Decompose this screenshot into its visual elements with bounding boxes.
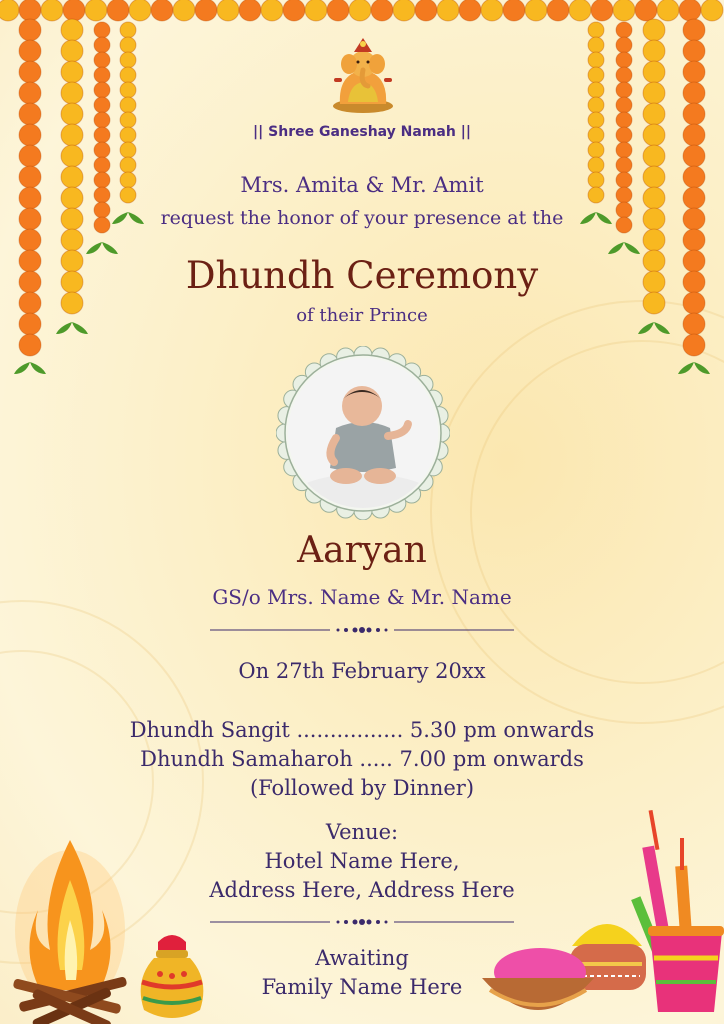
- leaf-decoration: [608, 242, 640, 254]
- marigold-flower: [616, 37, 632, 53]
- marigold-flower: [481, 0, 503, 21]
- marigold-flower: [61, 61, 83, 83]
- leaf-decoration: [86, 242, 118, 254]
- ornamental-divider: [210, 624, 514, 636]
- marigold-flower: [261, 0, 283, 21]
- ceremony-subtitle: of their Prince: [296, 305, 428, 326]
- marigold-flower: [94, 52, 110, 68]
- marigold-flower: [683, 103, 705, 125]
- holi-color-bowls-icon: [482, 806, 724, 1024]
- marigold-flower: [588, 157, 604, 173]
- marigold-flower: [683, 145, 705, 167]
- marigold-flower: [61, 82, 83, 104]
- venue-name: Hotel Name Here,: [264, 849, 460, 873]
- awaiting-label: Awaiting: [315, 946, 409, 970]
- ceremony-title: Dhundh Ceremony: [185, 254, 539, 297]
- marigold-flower: [643, 40, 665, 62]
- marigold-flower: [616, 22, 632, 38]
- marigold-flower: [217, 0, 239, 21]
- marigold-flower: [349, 0, 371, 21]
- baby-photo-frame: [276, 346, 450, 520]
- child-name: Aaryan: [297, 530, 427, 571]
- marigold-flower: [643, 82, 665, 104]
- marigold-flower: [120, 82, 136, 98]
- marigold-flower: [591, 0, 613, 21]
- marigold-flower: [129, 0, 151, 21]
- marigold-flower: [94, 142, 110, 158]
- marigold-flower: [616, 157, 632, 173]
- marigold-flower: [151, 0, 173, 21]
- marigold-flower: [19, 229, 41, 251]
- marigold-flower: [94, 37, 110, 53]
- marigold-flower: [683, 61, 705, 83]
- marigold-flower: [239, 0, 261, 21]
- marigold-flower: [616, 52, 632, 68]
- baby-photo: [288, 358, 438, 508]
- marigold-flower: [19, 19, 41, 41]
- marigold-flower: [61, 103, 83, 125]
- marigold-flower: [94, 157, 110, 173]
- marigold-flower: [94, 97, 110, 113]
- marigold-flower: [120, 142, 136, 158]
- marigold-flower: [61, 19, 83, 41]
- marigold-flower: [616, 67, 632, 83]
- marigold-flower: [393, 0, 415, 21]
- marigold-flower: [588, 82, 604, 98]
- marigold-flower: [63, 0, 85, 21]
- marigold-flower: [19, 0, 41, 21]
- marigold-flower: [94, 22, 110, 38]
- marigold-flower: [41, 0, 63, 21]
- bonfire-icon: [10, 820, 130, 1024]
- marigold-flower: [683, 40, 705, 62]
- dinner-note: (Followed by Dinner): [249, 776, 475, 800]
- marigold-flower: [85, 0, 107, 21]
- ganesha-icon: [330, 34, 396, 114]
- marigold-flower: [283, 0, 305, 21]
- venue-address: Address Here, Address Here: [209, 878, 515, 902]
- marigold-flower: [371, 0, 393, 21]
- marigold-flower: [616, 142, 632, 158]
- kalash-pot-icon: [134, 930, 210, 1024]
- marigold-flower: [61, 229, 83, 251]
- marigold-flower: [503, 0, 525, 21]
- marigold-flower: [459, 0, 481, 21]
- marigold-flower: [120, 157, 136, 173]
- marigold-flower: [683, 19, 705, 41]
- marigold-flower: [305, 0, 327, 21]
- marigold-flower: [643, 229, 665, 251]
- marigold-flower: [643, 61, 665, 83]
- marigold-flower: [616, 82, 632, 98]
- marigold-flower: [437, 0, 459, 21]
- request-line: request the honor of your presence at the: [160, 207, 564, 229]
- marigold-flower: [120, 52, 136, 68]
- marigold-flower: [616, 97, 632, 113]
- marigold-flower: [683, 82, 705, 104]
- marigold-flower: [19, 40, 41, 62]
- marigold-flower: [683, 229, 705, 251]
- marigold-flower: [195, 0, 217, 21]
- marigold-flower: [327, 0, 349, 21]
- family-name: Family Name Here: [261, 975, 463, 999]
- marigold-flower: [588, 52, 604, 68]
- marigold-flower: [588, 67, 604, 83]
- blessing-text: || Shree Ganeshay Namah ||: [253, 124, 471, 140]
- marigold-flower: [701, 0, 723, 21]
- marigold-flower: [679, 0, 701, 21]
- marigold-flower: [107, 0, 129, 21]
- event-date: On 27th February 20xx: [238, 659, 486, 683]
- marigold-flower: [569, 0, 591, 21]
- ornamental-divider: [210, 916, 514, 928]
- event-sangit: Dhundh Sangit ................ 5.30 pm onwards: [129, 718, 595, 742]
- marigold-flower: [61, 145, 83, 167]
- marigold-flower: [120, 37, 136, 53]
- baby-icon: [288, 358, 438, 508]
- marigold-flower: [547, 0, 569, 21]
- marigold-flower: [94, 82, 110, 98]
- marigold-flower: [588, 37, 604, 53]
- marigold-flower: [120, 97, 136, 113]
- marigold-flower: [19, 61, 41, 83]
- marigold-flower: [173, 0, 195, 21]
- marigold-flower: [613, 0, 635, 21]
- hosts-names: Mrs. Amita & Mr. Amit: [240, 173, 484, 197]
- marigold-flower: [19, 82, 41, 104]
- parents-line: GS/o Mrs. Name & Mr. Name: [212, 585, 512, 609]
- marigold-flower: [643, 145, 665, 167]
- leaf-decoration: [14, 362, 46, 374]
- event-samaharoh: Dhundh Samaharoh ..... 7.00 pm onwards: [140, 747, 584, 771]
- marigold-flower: [19, 103, 41, 125]
- marigold-flower: [19, 334, 41, 356]
- marigold-flower: [61, 40, 83, 62]
- marigold-flower: [635, 0, 657, 21]
- marigold-flower: [120, 67, 136, 83]
- marigold-flower: [120, 22, 136, 38]
- event-schedule: [0, 716, 724, 803]
- marigold-flower: [525, 0, 547, 21]
- marigold-flower: [94, 67, 110, 83]
- marigold-flower: [415, 0, 437, 21]
- marigold-flower: [0, 0, 19, 21]
- marigold-flower: [588, 22, 604, 38]
- venue-label: Venue:: [325, 820, 399, 844]
- marigold-flower: [643, 103, 665, 125]
- marigold-flower: [588, 97, 604, 113]
- marigold-flower: [588, 142, 604, 158]
- marigold-flower: [657, 0, 679, 21]
- marigold-flower: [643, 19, 665, 41]
- marigold-flower: [19, 145, 41, 167]
